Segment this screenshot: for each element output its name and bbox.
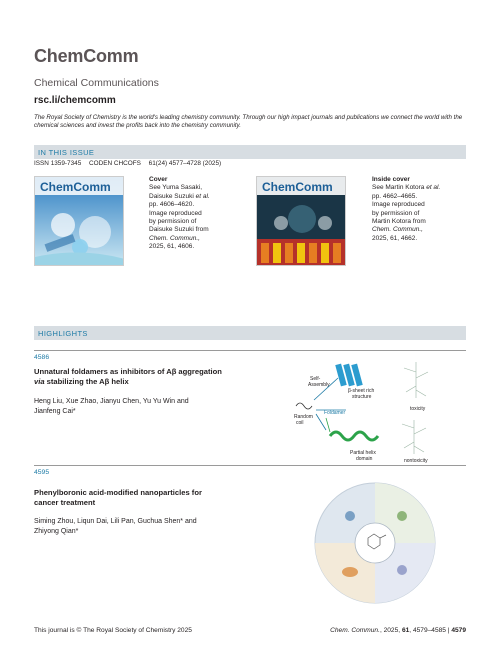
fig-label: toxicity xyxy=(410,406,426,412)
cover-line: See Yuma Sasaki, xyxy=(149,184,202,192)
highlights-band xyxy=(34,326,466,340)
highlight-authors: Heng Liu, Xue Zhao, Jianyu Chen, Yu Yu Win and Jianfeng Cai* xyxy=(34,398,189,415)
issn-line xyxy=(34,160,227,167)
issue-range: 61(24) 4577–4728 (2025) xyxy=(148,160,222,167)
coden: CODEN CHCOFS xyxy=(89,160,141,167)
cover-line: 2025, 61, 4606. xyxy=(149,243,195,251)
cover-line: Daisuke Suzuki from xyxy=(149,226,209,234)
highlight-page: 4586 xyxy=(34,354,50,361)
fig-label: β-sheet rich xyxy=(348,388,375,394)
footer-citation: Chem. Commun., 2025, 61, 4579–4585 | 4579 xyxy=(330,627,466,634)
cover-line: Chem. Commun., xyxy=(149,234,200,242)
nanoparticle-figure xyxy=(310,480,440,606)
cover-line: Daisuke Suzuki et al. xyxy=(149,192,210,200)
fig-label: nontoxicity xyxy=(404,458,428,464)
issn: ISSN 1359-7345 xyxy=(34,160,82,167)
highlight-title[interactable]: Phenylboronic acid-modified nanoparticles for cancer treatment xyxy=(34,488,202,507)
inside-cover-caption xyxy=(372,176,452,243)
foldamer-figure xyxy=(286,358,466,470)
fig-label: Assembly xyxy=(308,382,330,388)
fig-label: Self- xyxy=(310,376,321,382)
cover-line: Chem. Commun., xyxy=(372,226,423,234)
cover-line: Image reproduced xyxy=(149,209,202,217)
cover-label: Cover xyxy=(149,176,168,183)
cover-line: by permission of xyxy=(372,209,420,217)
cover-line: pp. 4662–4665. xyxy=(372,192,418,200)
fig-label: structure xyxy=(352,394,372,400)
in-this-issue-band xyxy=(34,145,466,159)
divider xyxy=(34,465,466,466)
cover-line: Martin Kotora from xyxy=(372,218,426,226)
journal-brand: ChemComm xyxy=(34,46,139,66)
page-number: 4579 xyxy=(451,627,466,634)
cover-line: pp. 4606–4620. xyxy=(149,201,195,209)
inside-cover-thumb-title: ChemComm xyxy=(262,180,333,194)
highlight-authors: Siming Zhou, Liqun Dai, Lili Pan, Guchua Shen* and Zhiyong Qian* xyxy=(34,518,197,535)
cover-line: Image reproduced xyxy=(372,201,425,209)
cover-line: by permission of xyxy=(149,218,197,226)
highlights-heading: HIGHLIGHTS xyxy=(38,329,88,338)
divider xyxy=(34,350,466,351)
cover-line: 2025, 61, 4662. xyxy=(372,234,418,242)
cover-image[interactable] xyxy=(34,176,124,266)
fig-label: coil xyxy=(296,420,304,426)
fig-label: Foldamer xyxy=(324,410,346,416)
inside-cover-label: Inside cover xyxy=(372,176,410,183)
highlight-title[interactable]: Unnatural foldamers as inhibitors of Aβ aggregation via stabilizing the Aβ helix xyxy=(34,367,222,386)
cover-line: See Martin Kotora et al. xyxy=(372,184,441,192)
fig-label: Random xyxy=(294,414,313,420)
fig-label: Partial helix xyxy=(350,450,376,456)
fig-label: domain xyxy=(356,456,373,462)
journal-url[interactable]: rsc.li/chemcomm xyxy=(34,95,116,106)
society-blurb: The Royal Society of Chemistry is the world's leading chemistry community. Through our high impact journals and publications we connect the world with the chemical sciences and invest the profits back into the chemistry community. xyxy=(34,114,463,130)
inside-cover-image[interactable] xyxy=(256,176,346,266)
in-this-issue-heading: IN THIS ISSUE xyxy=(38,148,95,157)
highlight-page: 4595 xyxy=(34,469,50,476)
cover-caption xyxy=(149,176,229,252)
journal-subtitle: Chemical Communications xyxy=(34,77,159,89)
footer-copyright: This journal is © The Royal Society of Chemistry 2025 xyxy=(34,627,192,634)
cover-thumb-title: ChemComm xyxy=(40,180,111,194)
